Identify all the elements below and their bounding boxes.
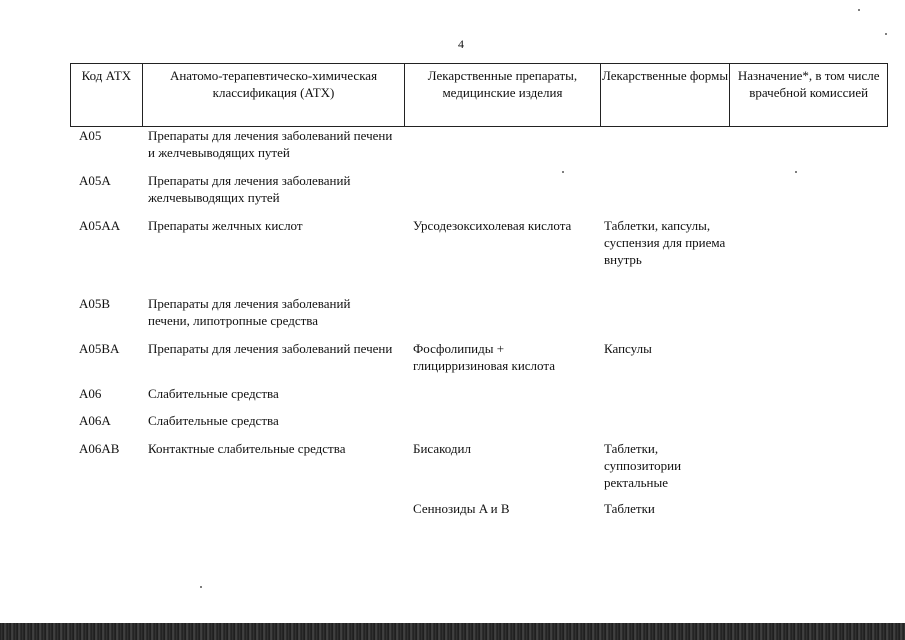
row-code: A05BA: [79, 341, 120, 356]
row-form: Таблетки, суппозитории ректальные: [604, 441, 682, 490]
scan-speck: [200, 586, 202, 588]
row-name: Препараты для лечения заболеваний печени: [148, 341, 393, 356]
header-dosage-forms: Лекарственные формы: [601, 64, 731, 126]
row-code: A05B: [79, 296, 111, 311]
row-drug: Сеннозиды A и B: [413, 501, 510, 516]
header-prescription: Назначение*, в том числе врачебной комиссией: [737, 68, 880, 100]
scan-speck: [858, 9, 860, 11]
row-name: Слабительные средства: [148, 386, 279, 401]
row-form: Таблетки: [604, 501, 655, 516]
row-drug: Фосфолипиды + глицирризиновая кислота: [413, 341, 555, 373]
header-atc-classification: Анатомо-терапевтическо-химическая классификация (АТХ): [143, 64, 405, 126]
table-header: [70, 63, 888, 127]
row-drug: Бисакодил: [413, 441, 471, 456]
row-code: A05AA: [79, 218, 121, 233]
header-drugs: Лекарственные препараты, медицинские изделия: [405, 64, 601, 126]
row-name: Препараты для лечения заболеваний печени и желчевыводящих путей: [148, 128, 393, 160]
row-code: A05: [79, 128, 102, 143]
page-number: 4: [458, 37, 464, 51]
row-form: Капсулы: [604, 341, 652, 356]
row-code: A06: [79, 386, 102, 401]
scan-speck: [562, 171, 564, 173]
row-form: Таблетки, капсулы, суспензия для приема внутрь: [604, 218, 726, 267]
row-name: Препараты для лечения заболеваний желчевыводящих путей: [148, 173, 351, 205]
row-code: A06A: [79, 413, 111, 428]
row-name: Контактные слабительные средства: [148, 441, 346, 456]
header-code: Код АТХ: [71, 64, 143, 126]
row-name: Препараты желчных кислот: [148, 218, 303, 233]
row-code: A06AB: [79, 441, 120, 456]
row-name: Слабительные средства: [148, 413, 279, 428]
row-drug: Урсодезоксихолевая кислота: [413, 218, 572, 233]
row-name: Препараты для лечения заболеваний печени, липотропные средства: [148, 296, 351, 328]
scan-speck: [795, 171, 797, 173]
scan-speck: [885, 33, 887, 35]
row-code: A05A: [79, 173, 111, 188]
scan-edge-band: [0, 623, 905, 640]
